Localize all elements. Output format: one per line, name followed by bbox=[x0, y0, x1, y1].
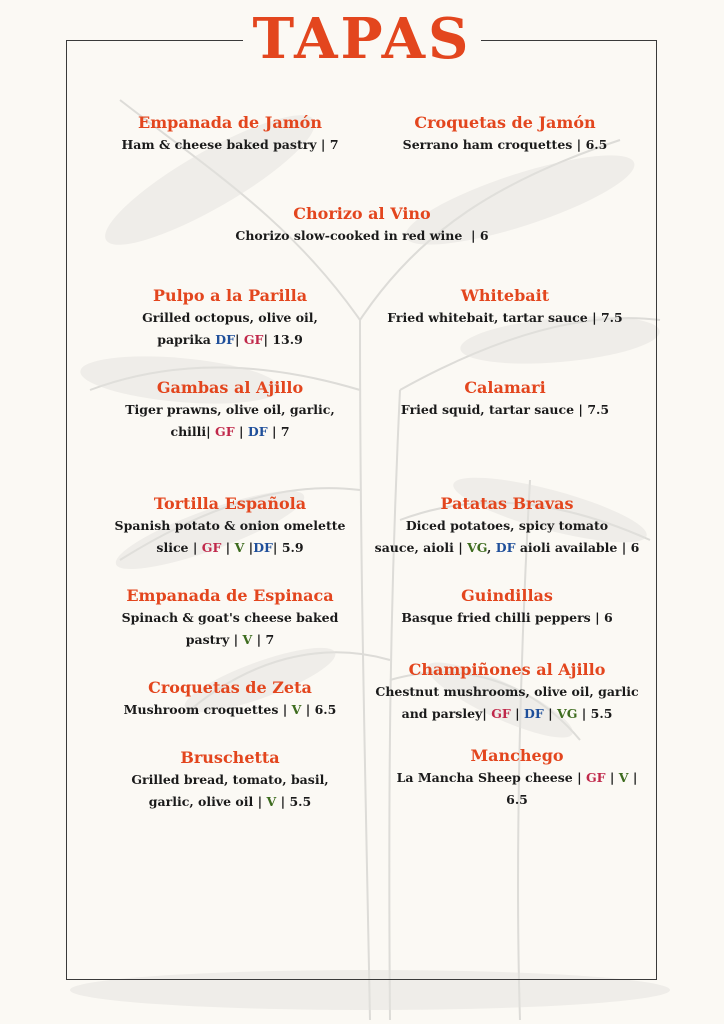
dairy-free-tag: DF bbox=[253, 540, 273, 555]
menu-item-tortilla bbox=[85, 493, 375, 559]
menu-item-pulpo bbox=[95, 285, 365, 351]
dairy-free-tag: DF bbox=[524, 706, 544, 721]
item-description: Spinach & goat's cheese baked pastry | V | 7 bbox=[121, 610, 339, 647]
item-name: Pulpo a la Parilla bbox=[152, 286, 308, 305]
menu-item-calamari bbox=[355, 377, 655, 421]
item-name: Tortilla Española bbox=[153, 494, 307, 513]
item-description: Grilled octopus, olive oil, paprika DF| GF| 13.9 bbox=[142, 310, 318, 347]
item-description: Serrano ham croquettes | 6.5 bbox=[402, 137, 608, 152]
vegan-tag: VG bbox=[467, 540, 488, 555]
item-name: Champiñones al Ajillo bbox=[408, 660, 606, 679]
gluten-free-tag: GF bbox=[243, 332, 264, 347]
gluten-free-tag: GF bbox=[201, 540, 222, 555]
item-description: Grilled bread, tomato, basil, garlic, olive oil | V | 5.5 bbox=[131, 772, 329, 809]
item-name: Bruschetta bbox=[180, 748, 280, 767]
item-name: Empanada de Espinaca bbox=[126, 586, 334, 605]
item-description: Chestnut mushrooms, olive oil, garlic and parsley| GF | DF | VG | 5.5 bbox=[375, 684, 639, 721]
item-description: Diced potatoes, spicy tomato sauce, aioli | VG, DF aioli available | 6 bbox=[374, 518, 640, 555]
menu-item-manchego bbox=[372, 745, 662, 811]
vegan-tag: VG bbox=[557, 706, 578, 721]
menu-item-bruschetta bbox=[85, 747, 375, 813]
menu-item-chorizo bbox=[212, 203, 512, 247]
menu-item-croquetas-zeta bbox=[85, 677, 375, 721]
item-name: Empanada de Jamón bbox=[138, 113, 322, 132]
vegetarian-tag: V bbox=[291, 702, 302, 717]
menu-item-champinones bbox=[357, 659, 657, 725]
item-description: La Mancha Sheep cheese | GF | V | 6.5 bbox=[396, 770, 638, 807]
item-name: Guindillas bbox=[461, 586, 553, 605]
vegetarian-tag: V bbox=[234, 540, 245, 555]
item-description: Tiger prawns, olive oil, garlic, chilli| GF | DF | 7 bbox=[125, 402, 335, 439]
menu-item-empanada-espinaca bbox=[85, 585, 375, 651]
item-description: Fried whitebait, tartar sauce | 7.5 bbox=[387, 310, 623, 325]
item-name: Croquetas de Zeta bbox=[148, 678, 312, 697]
dairy-free-tag: DF bbox=[215, 332, 235, 347]
gluten-free-tag: GF bbox=[491, 706, 511, 721]
item-name: Whitebait bbox=[460, 286, 550, 305]
item-description: Mushroom croquettes | V | 6.5 bbox=[123, 702, 337, 717]
item-description: Basque fried chilli peppers | 6 bbox=[401, 610, 613, 625]
item-description: Fried squid, tartar sauce | 7.5 bbox=[400, 402, 610, 417]
menu-item-croquetas-jamon bbox=[365, 112, 645, 156]
page-title: TAPAS bbox=[243, 0, 482, 78]
gluten-free-tag: GF bbox=[585, 770, 606, 785]
dairy-free-tag: DF bbox=[495, 540, 516, 555]
menu-item-empanada-jamon bbox=[90, 112, 370, 156]
menu-item-whitebait bbox=[355, 285, 655, 329]
item-name: Gambas al Ajillo bbox=[156, 378, 304, 397]
item-name: Manchego bbox=[470, 746, 564, 765]
menu-item-gambas bbox=[95, 377, 365, 443]
vegetarian-tag: V bbox=[618, 770, 629, 785]
item-name: Chorizo al Vino bbox=[293, 204, 431, 223]
item-name: Calamari bbox=[464, 378, 546, 397]
dairy-free-tag: DF bbox=[247, 424, 268, 439]
item-description: Spanish potato & onion omelette slice | GF | V |DF| 5.9 bbox=[114, 518, 346, 555]
item-description: Ham & cheese baked pastry | 7 bbox=[121, 137, 339, 152]
item-description: Chorizo slow-cooked in red wine | 6 bbox=[235, 228, 489, 243]
vegetarian-tag: V bbox=[266, 794, 277, 809]
menu-item-guindillas bbox=[362, 585, 652, 629]
menu-item-patatas-bravas bbox=[362, 493, 652, 559]
gluten-free-tag: GF bbox=[215, 424, 235, 439]
item-name: Patatas Bravas bbox=[440, 494, 574, 513]
vegetarian-tag: V bbox=[242, 632, 253, 647]
item-name: Croquetas de Jamón bbox=[414, 113, 596, 132]
